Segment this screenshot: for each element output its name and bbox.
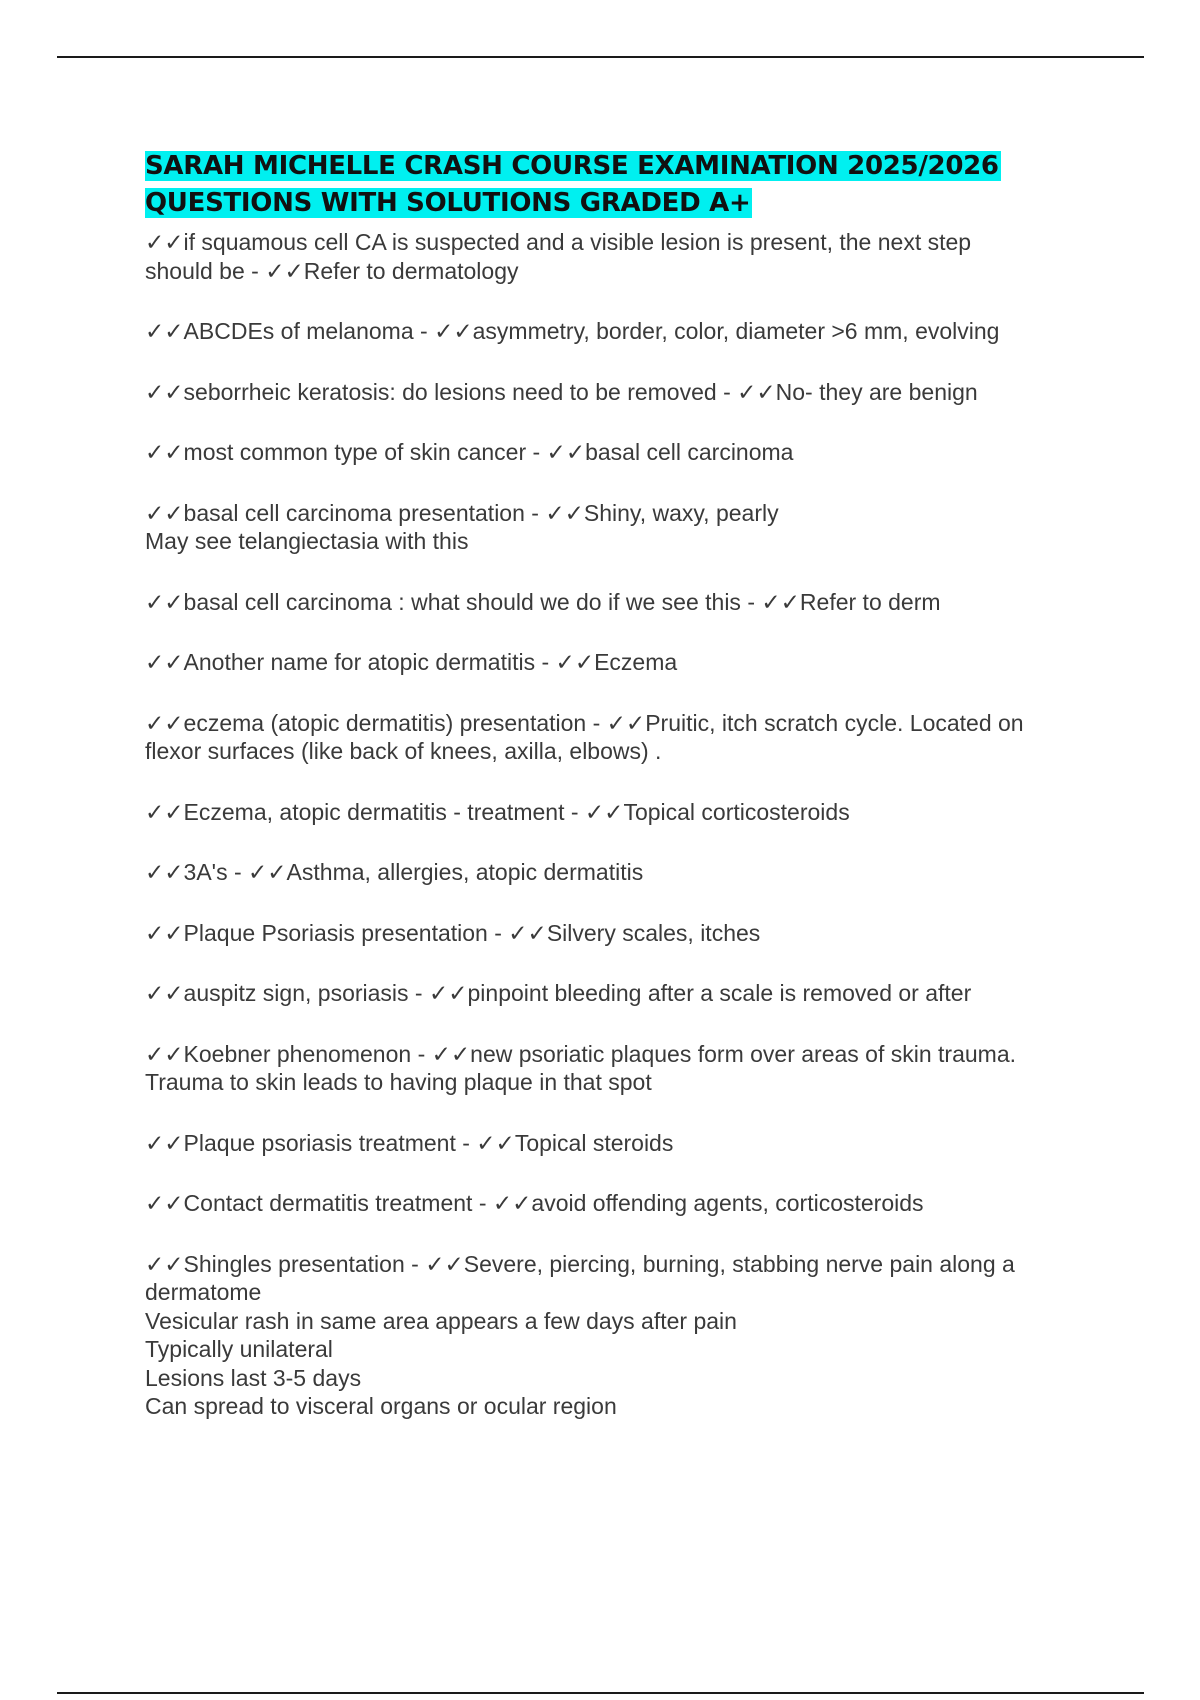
qa-item [145,979,1085,1008]
qa-line: ✓✓Shingles presentation - ✓✓Severe, piercing, burning, stabbing nerve pain along a [145,1250,1015,1277]
qa-line: ✓✓if squamous cell CA is suspected and a visible lesion is present, the next step [145,229,972,255]
qa-item [145,438,1085,467]
qa-item [145,1129,1085,1158]
qa-item [145,378,1085,407]
qa-line: ✓✓eczema (atopic dermatitis) presentation - ✓✓Pruitic, itch scratch cycle. Located on [145,709,1024,736]
qa-line: flexor surfaces (like back of knees, axilla, elbows) . [145,738,662,764]
top-rule [57,56,1144,58]
qa-line: Lesions last 3-5 days [145,1364,362,1391]
bottom-rule [57,1692,1144,1694]
qa-line: Trauma to skin leads to having plaque in that spot [145,1069,652,1095]
qa-line: dermatome [145,1279,262,1305]
qa-item [145,499,1085,556]
qa-line: ✓✓basal cell carcinoma : what should we do if we see this - ✓✓Refer to derm [145,588,941,615]
qa-item [145,588,1085,617]
qa-item [145,1250,1085,1421]
qa-line: ✓✓most common type of skin cancer - ✓✓basal cell carcinoma [145,439,794,465]
qa-item [145,709,1085,766]
qa-line: should be - ✓✓Refer to dermatology [145,257,519,284]
document-title [145,148,1085,222]
qa-line: Can spread to visceral organs or ocular region [145,1393,617,1419]
document-title-text: SARAH MICHELLE CRASH COURSE EXAMINATION 2025/2026 QUESTIONS WITH SOLUTIONS GRADED A+ [145,151,999,218]
qa-line: ✓✓ABCDEs of melanoma - ✓✓asymmetry, border, color, diameter >6 mm, evolving [145,318,1000,344]
qa-line: Typically unilateral [145,1336,333,1362]
qa-line: ✓✓seborrheic keratosis: do lesions need to be removed - ✓✓No- they are benign [145,378,978,405]
qa-line: ✓✓Plaque Psoriasis presentation - ✓✓Silvery scales, itches [145,919,761,946]
qa-line: ✓✓Another name for atopic dermatitis - ✓✓Eczema [145,649,678,675]
document-body [145,148,1085,1453]
qa-item [145,919,1085,948]
qa-item [145,317,1085,346]
qa-line: ✓✓Eczema, atopic dermatitis - treatment - ✓✓Topical corticosteroids [145,798,850,825]
qa-item [145,1040,1085,1097]
qa-line: ✓✓auspitz sign, psoriasis - ✓✓pinpoint bleeding after a scale is removed or after [145,980,972,1006]
qa-line: May see telangiectasia with this [145,528,469,554]
qa-line: ✓✓3A's - ✓✓Asthma, allergies, atopic dermatitis [145,859,644,885]
qa-line: ✓✓basal cell carcinoma presentation - ✓✓Shiny, waxy, pearly [145,499,779,526]
qa-line: ✓✓Plaque psoriasis treatment - ✓✓Topical steroids [145,1129,674,1156]
qa-item [145,648,1085,677]
qa-line: ✓✓Koebner phenomenon - ✓✓new psoriatic plaques form over areas of skin trauma. [145,1040,1017,1067]
qa-list [145,228,1085,1421]
qa-line: Vesicular rash in same area appears a few days after pain [145,1307,737,1334]
qa-item [145,1189,1085,1218]
qa-item [145,798,1085,827]
qa-line: ✓✓Contact dermatitis treatment - ✓✓avoid offending agents, corticosteroids [145,1190,924,1216]
qa-item [145,858,1085,887]
qa-item [145,228,1085,285]
